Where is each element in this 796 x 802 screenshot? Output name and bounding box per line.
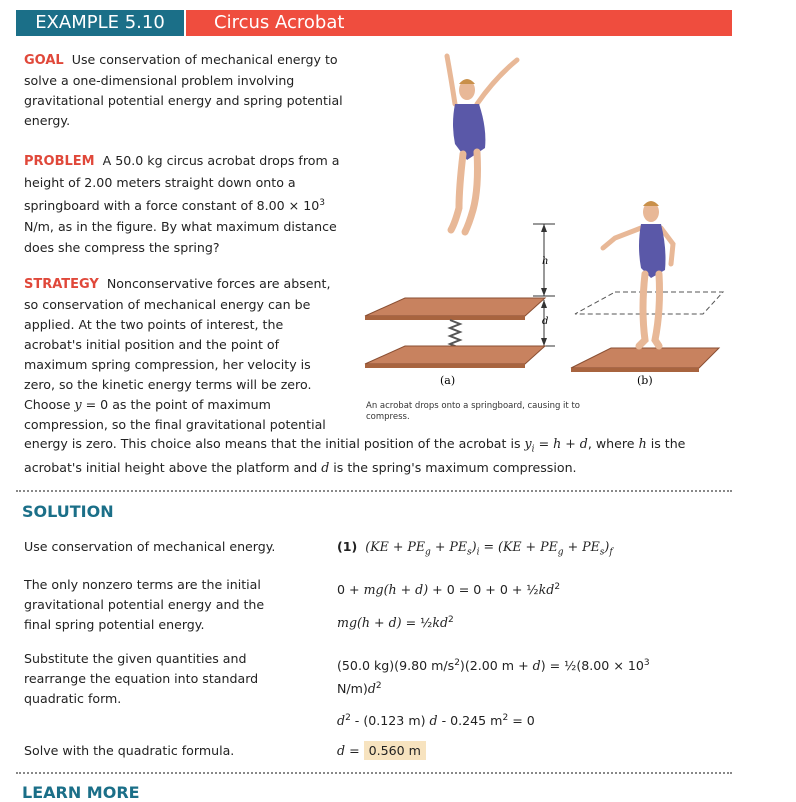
strategy-line: compression, so the final gravitational potential <box>24 417 326 432</box>
acrobat-figure <box>355 48 735 393</box>
equation-3: $mg(h + d) = \frac{1}{2}kd^2$ <box>337 615 454 631</box>
strategy-section <box>24 274 364 435</box>
strategy-label: STRATEGY <box>24 277 99 292</box>
problem-exponent: 3 <box>319 198 325 208</box>
strategy-line: maximum spring compression, her velocity is <box>24 357 311 372</box>
equation-1: (1) $(KE + PE_g + PE_s)_i = (KE + PE_g + PE_s)_f$ <box>337 539 613 558</box>
divider <box>16 772 732 774</box>
height-measurement <box>533 224 555 346</box>
solution-heading: SOLUTION <box>22 502 114 521</box>
learn-more-heading: LEARN MORE <box>22 783 140 802</box>
acrobat-standing-illustration <box>603 201 673 346</box>
strategy-line: Choose y = 0 as the point of maximum <box>24 397 271 412</box>
label-h: h <box>542 256 549 267</box>
figure-label-a: (a) <box>440 374 456 387</box>
springboard-a <box>365 298 545 368</box>
example-number: EXAMPLE 5.10 <box>16 10 184 36</box>
figure-label-b: (b) <box>637 374 653 387</box>
goal-section <box>24 50 359 131</box>
step-description: Use conservation of mechanical energy. <box>24 539 276 554</box>
equation-5: $d^2 - (0.123$ m) d - 0.245 $m^2 = 0$ <box>337 713 535 729</box>
acrobat-jumping-illustration <box>447 56 517 232</box>
final-answer: d = 0.560 m <box>337 741 426 761</box>
answer-highlight: 0.560 m <box>364 741 426 760</box>
step-description: Solve with the quadratic formula. <box>24 743 235 758</box>
label-d: d <box>542 316 549 327</box>
equation-2: $0 + mg(h + d) + 0 = 0 + 0 + \frac{1}{2}kd^2$ <box>337 582 561 598</box>
strategy-line: acrobat's initial position and the point of <box>24 337 280 352</box>
step-description: The only nonzero terms are the initial gravitational potential energy and the final spring potential energy. <box>24 577 265 632</box>
strategy-line: applied. At the two points of interest, the <box>24 317 284 332</box>
goal-label: GOAL <box>24 53 64 68</box>
strategy-line: so conservation of mechanical energy can be <box>24 297 311 312</box>
problem-text-2: N/m, as in the figure. By what maximum distance does she compress the spring? <box>24 219 337 256</box>
divider <box>16 490 732 492</box>
example-title: Circus Acrobat <box>186 10 732 36</box>
problem-text-1: A 50.0 kg circus acrobat drops from a height of 2.00 meters straight down onto a springboard with a force constant of 8.00 × 10 <box>24 153 340 214</box>
step-description: Substitute the given quantities and rearrange the equation into standard quadratic form. <box>24 651 259 706</box>
problem-section <box>24 150 356 258</box>
strategy-line-full: energy is zero. This choice also means that the initial position of the acrobat is $y_i = h + d$, where h is the <box>24 436 686 455</box>
problem-label: PROBLEM <box>24 154 95 169</box>
strategy-line-full: acrobat's initial height above the platform and d is the spring's maximum compression. <box>24 460 577 475</box>
equation-4: (50.0 kg)(9.80 $m/s^2)(2.00$ m + d) = ½(8.00 × $10^3$ $N/m)d^2$ <box>337 658 650 697</box>
goal-text: Use conservation of mechanical energy to solve a one-dimensional problem involving gravitational potential energy and spring potential energy. <box>24 52 343 128</box>
figure-caption: An acrobat drops onto a springboard, causing it to compress. <box>366 401 580 422</box>
strategy-line: Nonconservative forces are absent, <box>106 276 331 291</box>
strategy-line: zero, so the kinetic energy terms will be zero. <box>24 377 312 392</box>
